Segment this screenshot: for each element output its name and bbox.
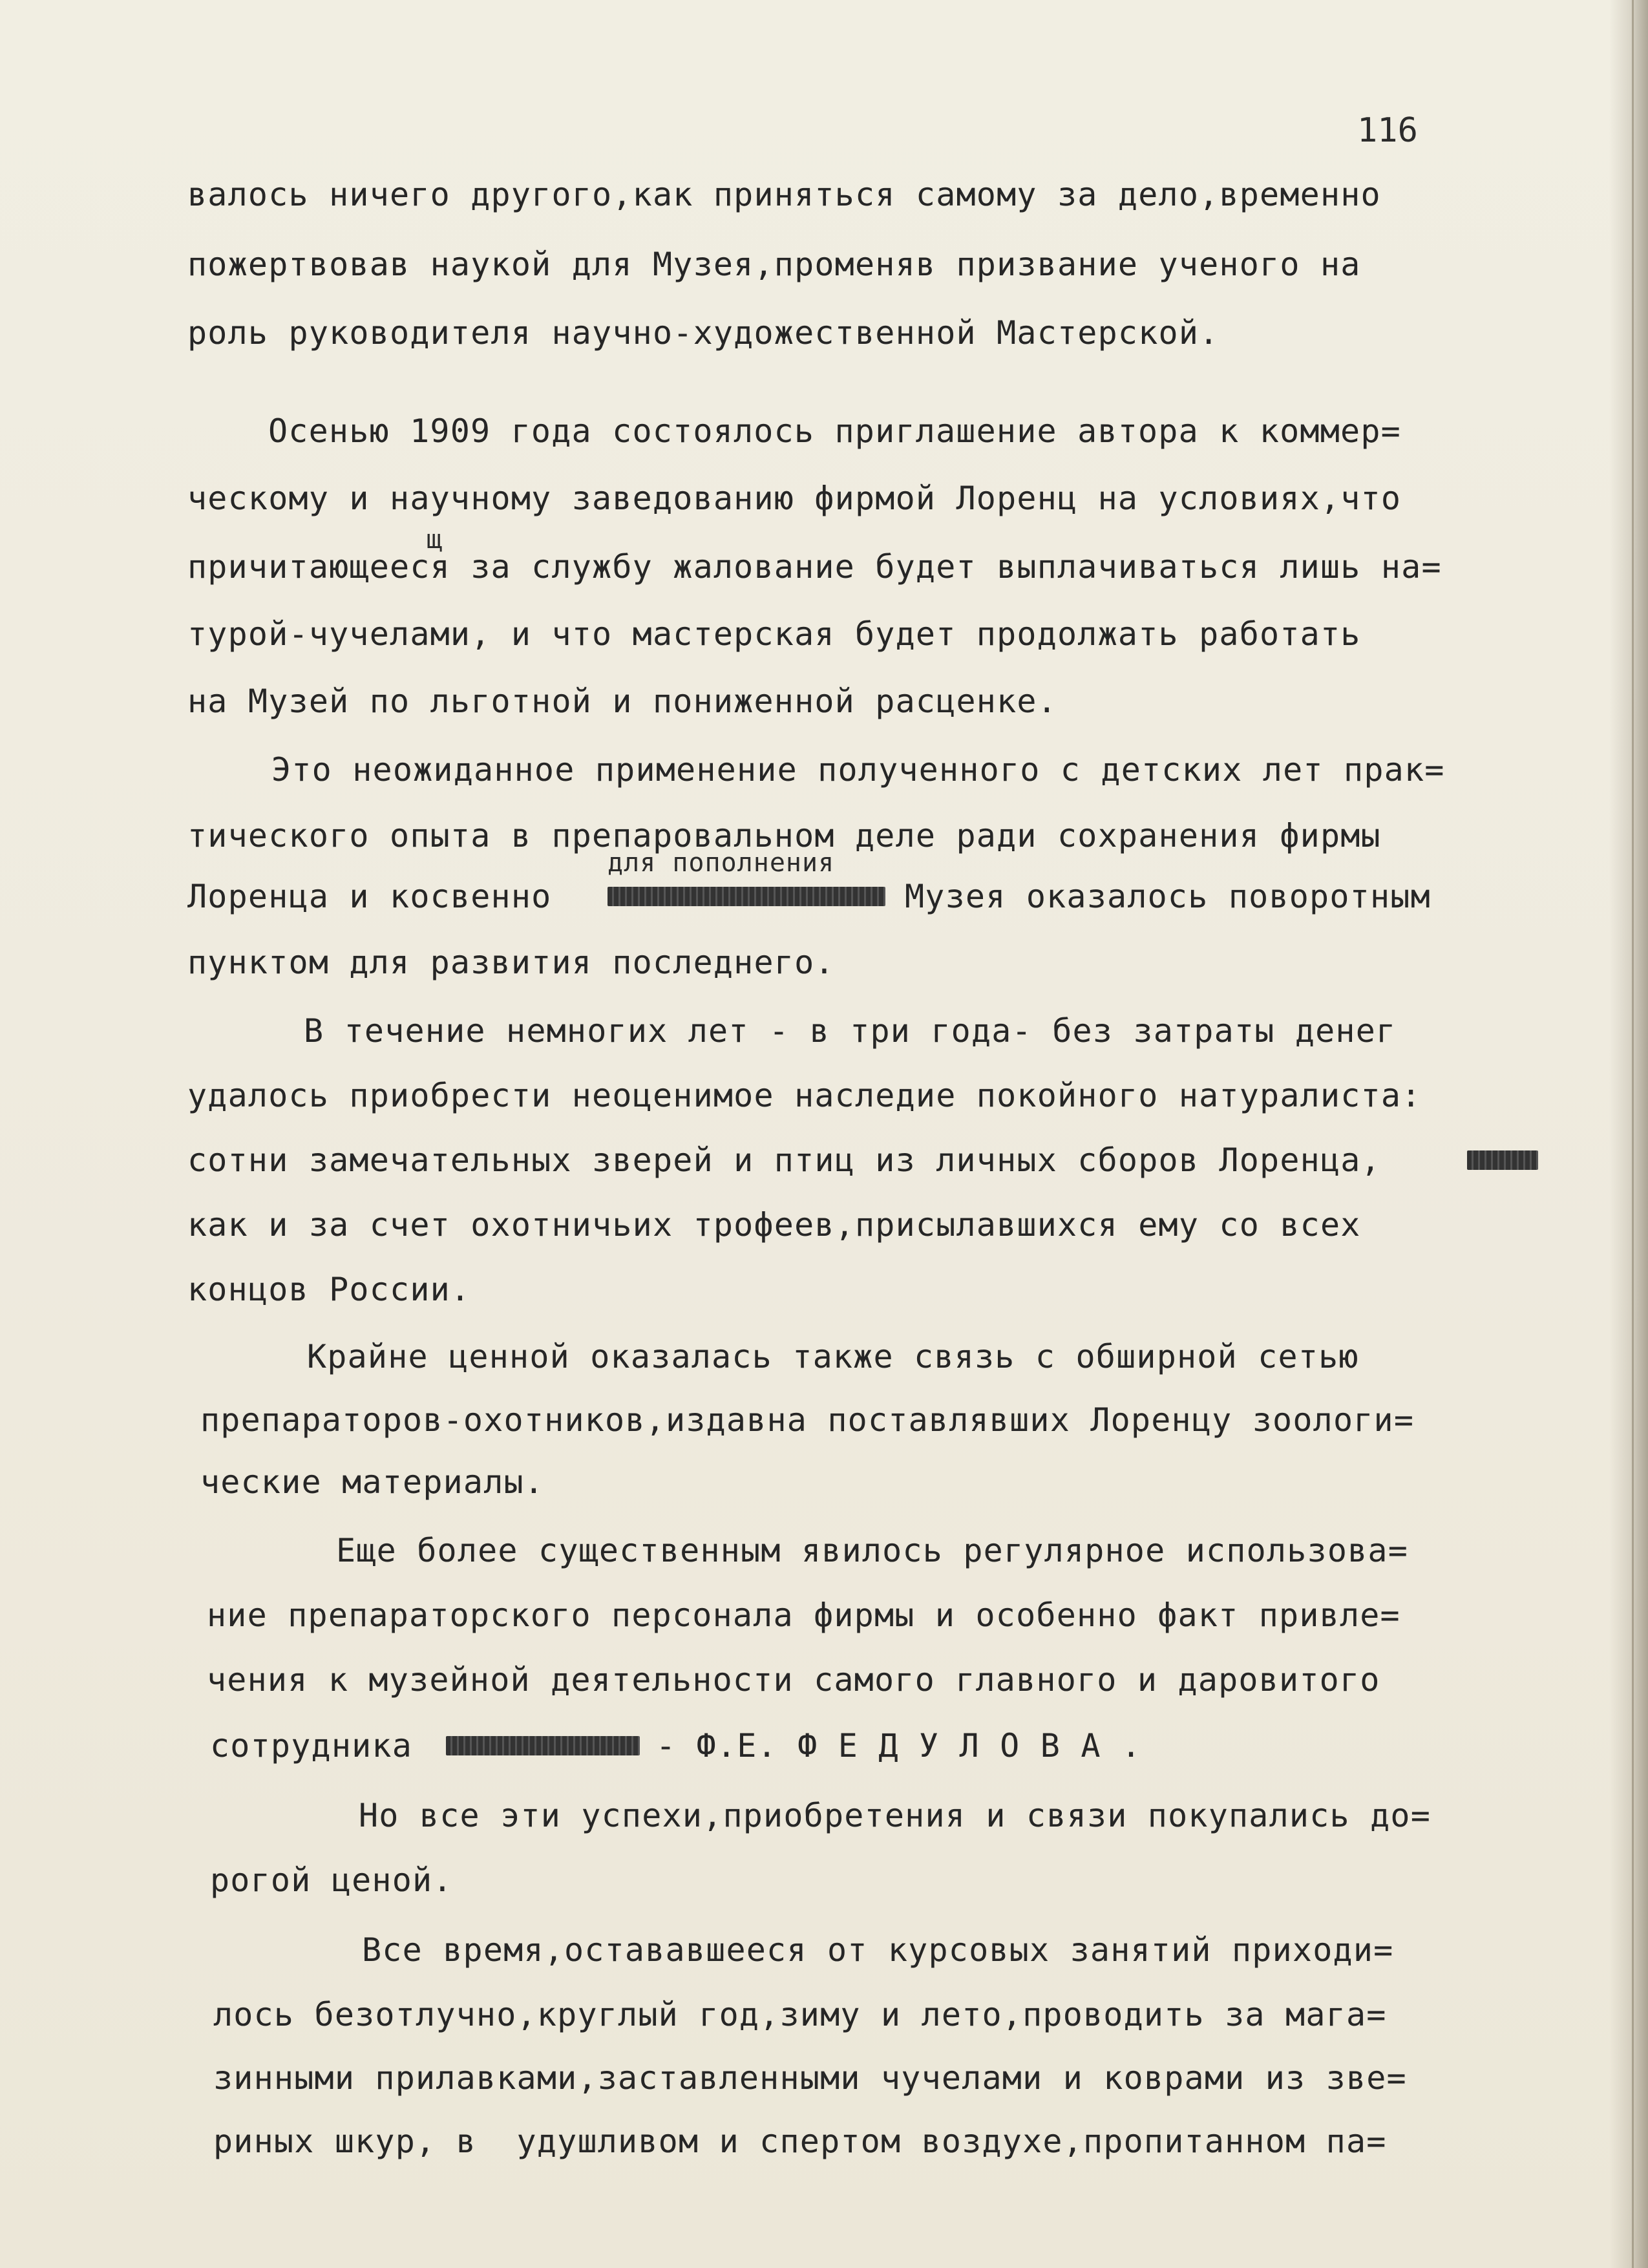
text-line-9: Это неожиданное применение полученного с детских лет прак= <box>271 751 1445 789</box>
text-line-15: сотни замечательных зверей и птиц из личных сборов Лоренца, <box>187 1141 1381 1179</box>
text-line-24b: - Ф.Е. Ф Е Д У Л О В А . <box>656 1727 1142 1765</box>
text-line-17: концов России. <box>187 1271 471 1308</box>
text-line-3: роль руководителя научно-художественной Мастерской. <box>187 314 1220 352</box>
page-edge-shadow <box>1609 0 1648 2268</box>
struck-out-text <box>1467 1150 1538 1170</box>
text-line-18: Крайне ценной оказалась также связь с обширной сетью <box>307 1338 1359 1375</box>
struck-out-text <box>446 1736 640 1755</box>
text-line-24a: сотрудника <box>210 1727 413 1765</box>
page-edge-line <box>1632 0 1634 2268</box>
text-line-8: на Музей по льготной и пониженной расценке. <box>187 683 1058 720</box>
text-line-20: ческие материалы. <box>200 1463 545 1501</box>
text-line-1: валось ничего другого,как приняться самому за дело,временно <box>187 176 1381 213</box>
text-line-14: удалось приобрести неоценимое наследие покойного натуралиста: <box>187 1077 1422 1114</box>
text-line-11b: Музея оказалось поворотным <box>905 878 1431 915</box>
text-line-19: препараторов-охотников,издавна поставлявших Лоренцу зоологи= <box>200 1401 1415 1439</box>
text-line-5: ческому и научному заведованию фирмой Лоренц на условиях,что <box>187 480 1402 517</box>
text-line-12: пунктом для развития последнего. <box>187 944 835 981</box>
text-line-29: зинными прилавками,заставленными чучелами и коврами из зве= <box>213 2059 1407 2097</box>
text-line-22: ние препараторского персонала фирмы и особенно факт привле= <box>207 1596 1400 1634</box>
text-line-21: Еще более существенным явилось регулярное использова= <box>336 1532 1409 1569</box>
text-line-30: риных шкур, в удушливом и спертом воздухе,пропитанном па= <box>213 2123 1387 2160</box>
text-line-25: Но все эти успехи,приобретения и связи покупались до= <box>359 1797 1431 1834</box>
text-line-26: рогой ценой. <box>210 1861 453 1899</box>
page-number: 116 <box>1357 111 1418 150</box>
typed-correction: щ <box>427 525 443 555</box>
text-line-16: как и за счет охотничьих трофеев,присылавшихся ему со всех <box>187 1206 1361 1244</box>
text-line-4: Осенью 1909 года состоялось приглашение автора к коммер= <box>268 412 1401 450</box>
text-line-28: лось безотлучно,круглый год,зиму и лето,проводить за мага= <box>213 1996 1387 2033</box>
text-line-7: турой-чучелами, и что мастерская будет продолжать работать <box>187 615 1361 653</box>
text-line-23: чения к музейной деятельности самого главного и даровитого <box>207 1661 1380 1699</box>
text-line-2: пожертвовав наукой для Музея,променяв призвание ученого на <box>187 246 1361 283</box>
text-line-6: причитающееся за службу жалование будет выплачиваться лишь на= <box>187 548 1442 586</box>
text-line-10: тического опыта в препаровальном деле ради сохранения фирмы <box>187 817 1381 854</box>
text-line-11a: Лоренца и косвенно <box>187 878 552 915</box>
text-line-13: В течение немногих лет - в три года- без затраты денег <box>304 1012 1397 1050</box>
struck-out-text <box>607 887 885 906</box>
text-line-27: Все время,остававшееся от курсовых занятий приходи= <box>362 1931 1394 1969</box>
typed-insertion: для пополнения <box>607 848 835 878</box>
